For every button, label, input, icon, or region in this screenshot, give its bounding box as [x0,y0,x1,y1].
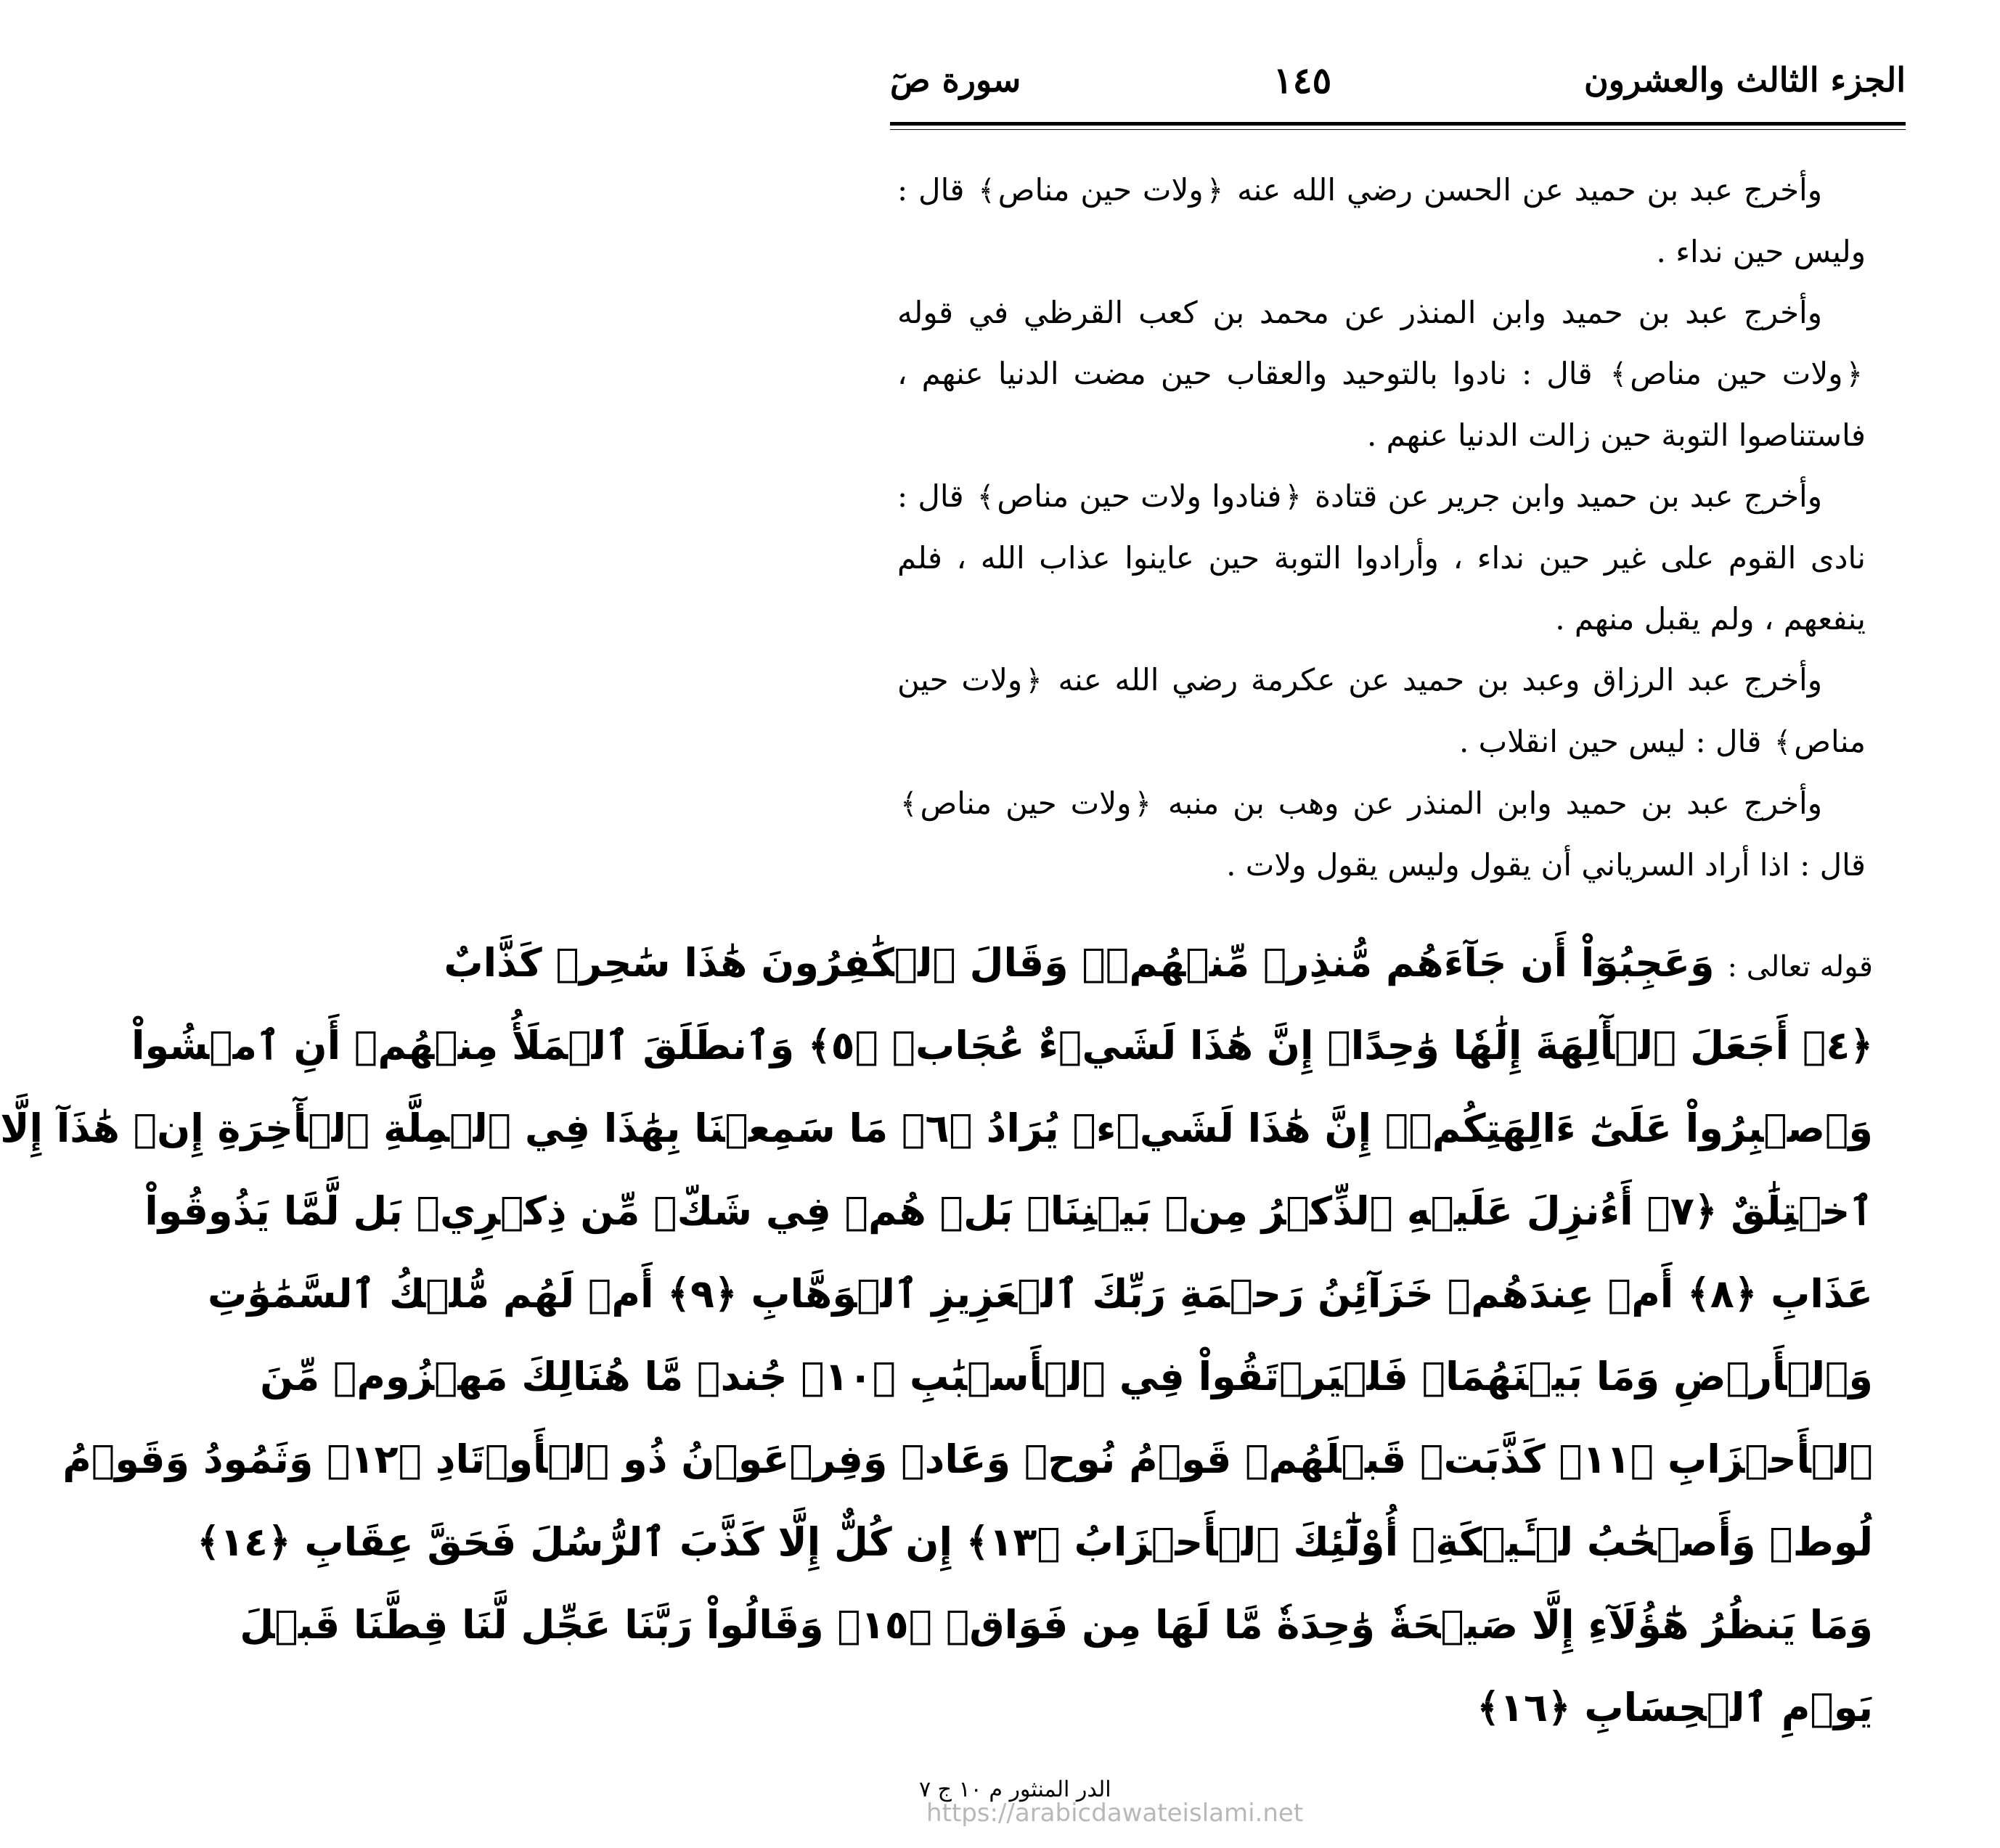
quran-line [62,1418,1873,1501]
quoted-verse: ولات حين مناص [1630,356,1843,391]
part-title: الجزء الثالث والعشرون [1583,60,1906,99]
quote-bracket-close: ﴾ [1609,358,1628,391]
narration-paragraph [897,773,1866,896]
narration-text: قال : نادى القوم على غير حين نداء ، وأرادوا التوبة حين عاينوا عذاب الله ، فلم ينفعهم ، ولم يقبل منهم . [897,478,1866,637]
quoted-verse: ولات حين مناص [920,785,1132,821]
verse-text: ٱخۡتِلَٰقٌ ﴿٧﴾ أَءُنزِلَ عَلَيۡهِ ٱلذِّكۡرُ مِنۢ بَيۡنِنَاۚ بَلۡ هُمۡ فِي شَكّٖ مِّن ذِكۡرِيۚ بَل لَّمَّا يَذُوقُواْ [144,1188,1873,1234]
page-number: ١٤٥ [1273,58,1332,102]
quote-bracket-close: ﴾ [978,174,995,208]
quoted-verse: ولات حين مناص [897,662,1866,759]
narration-paragraph [897,650,1866,773]
narration-text: قال : ليس حين انقلاب . [1458,724,1762,759]
verse-text: وَمَا يَنظُرُ هَٰٓؤُلَآءِ إِلَّا صَيۡحَةٗ وَٰحِدَةٗ مَّا لَهَا مِن فَوَاقٖ ﴿١٥﴾ وَقَالُواْ رَبَّنَا عَجِّل لَّنَا قِطَّنَا قَبۡلَ [240,1602,1873,1648]
narration-text: قال : وليس حين نداء . [897,172,1866,269]
quran-line [240,1584,1873,1667]
narration-text: قال : اذا أراد السرياني أن يقول وليس يقول ولات . [1226,847,1866,883]
quran-line [207,1253,1873,1336]
quote-bracket-close: ﴾ [900,788,918,821]
verse-text: وَعَجِبُوٓاْ أَن جَآءَهُم مُّنذِرٞ مِّنۡهُمۡۖ وَقَالَ ٱلۡكَٰفِرُونَ هَٰذَا سَٰحِرٞ كَذَّابٌ [444,940,1715,986]
quran-line [0,1087,1873,1170]
quote-bracket-close: ﴾ [976,481,995,514]
quoted-verse: ولات حين مناص [997,172,1204,208]
narration-text: وأخرج عبد بن حميد وابن المنذر عن محمد بن كعب القرظي في قوله [897,295,1822,330]
verse-text: ﴿٤﴾ أَجَعَلَ ٱلۡأٓلِهَةَ إِلَٰهٗا وَٰحِدًاۖ إِنَّ هَٰذَا لَشَيۡءٌ عُجَابٞ ﴿٥﴾ وَٱنطَلَقَ ٱلۡمَلَأُ مِنۡهُمۡ أَنِ ٱمۡشُواْ [131,1023,1873,1068]
quote-bracket-open: ﴿ [1284,481,1302,514]
quoted-verse: فنادوا ولات حين مناص [997,478,1282,514]
verse-text: وَٱصۡبِرُواْ عَلَىٰٓ ءَالِهَتِكُمۡۖ إِنَّ هَٰذَا لَشَيۡءٞ يُرَادُ ﴿٦﴾ مَا سَمِعۡنَا بِهَٰذَا فِي ٱلۡمِلَّةِ ٱلۡأٓخِرَةِ إِنۡ هَٰذَآ إِلَّا [0,1105,1873,1151]
quran-passage [0,922,1873,1749]
verse-text: وَٱلۡأَرۡضِ وَمَا بَيۡنَهُمَاۖ فَلۡيَرۡتَقُواْ فِي ٱلۡأَسۡبَٰبِ ﴿١٠﴾ جُندٞ مَّا هُنَالِكَ مَهۡزُومٞ مِّنَ [260,1354,1873,1399]
quote-bracket-open: ﴿ [1845,358,1863,391]
quran-line [197,1501,1873,1584]
watermark: https://arabicdawateislami.net [926,1799,1304,1828]
verse-text: ٱلۡأَحۡزَابِ ﴿١١﴾ كَذَّبَتۡ قَبۡلَهُمۡ قَوۡمُ نُوحٖ وَعَادٞ وَفِرۡعَوۡنُ ذُو ٱلۡأَوۡتَادِ ﴿١٢﴾ وَثَمُودُ وَقَوۡمُ [62,1436,1873,1482]
narration-text: وأخرج عبد بن حميد وابن جرير عن قتادة [1315,478,1822,514]
narrations-section [897,160,1866,896]
verse-text: عَذَابِ ﴿٨﴾ أَمۡ عِندَهُمۡ خَزَآئِنُ رَحۡمَةِ رَبِّكَ ٱلۡعَزِيزِ ٱلۡوَهَّابِ ﴿٩﴾ أَمۡ لَهُم مُّلۡكُ ٱلسَّمَٰوَٰتِ [207,1271,1873,1317]
quote-bracket-open: ﴿ [1206,174,1224,208]
verse-intro: قوله تعالى : [1727,950,1873,984]
narration-text: قال : نادوا بالتوحيد والعقاب حين مضت الدنيا عنهم ، فاستناصوا التوبة حين زالت الدنيا عنهم . [897,356,1866,453]
page-signature: الدر المنثور م ١٠ ج ٧ [919,1777,1111,1802]
narration-text: وأخرج عبد الرزاق وعبد بن حميد عن عكرمة رضي الله عنه [1058,662,1823,698]
surah-name: سورة صٓ [890,60,1021,99]
narration-text: وأخرج عبد بن حميد عن الحسن رضي الله عنه [1237,172,1822,208]
header-rule [890,122,1906,130]
quote-bracket-open: ﴿ [1025,664,1042,698]
narration-paragraph [897,466,1866,650]
running-header [890,51,1906,109]
quran-line [897,1667,1873,1749]
quran-line [444,922,1873,1005]
verse-text: يَوۡمِ ٱلۡحِسَابِ ﴿١٦﴾ [1477,1685,1873,1730]
narration-text: وأخرج عبد بن حميد وابن المنذر عن وهب بن منبه [1167,785,1822,821]
quran-line [131,1005,1873,1087]
narration-paragraph [897,160,1866,282]
quran-line [260,1336,1873,1418]
verse-text: لُوطٖ وَأَصۡحَٰبُ لۡـَٔيۡكَةِۚ أُوْلَٰٓئِكَ ٱلۡأَحۡزَابُ ﴿١٣﴾ إِن كُلٌّ إِلَّا كَذَّبَ ٱلرُّسُلَ فَحَقَّ عِقَابِ ﴿١٤﴾ [197,1519,1873,1565]
quran-line [144,1170,1873,1253]
quote-bracket-open: ﴿ [1134,788,1151,821]
narration-paragraph [897,282,1866,466]
quote-bracket-close: ﴾ [1774,726,1792,759]
